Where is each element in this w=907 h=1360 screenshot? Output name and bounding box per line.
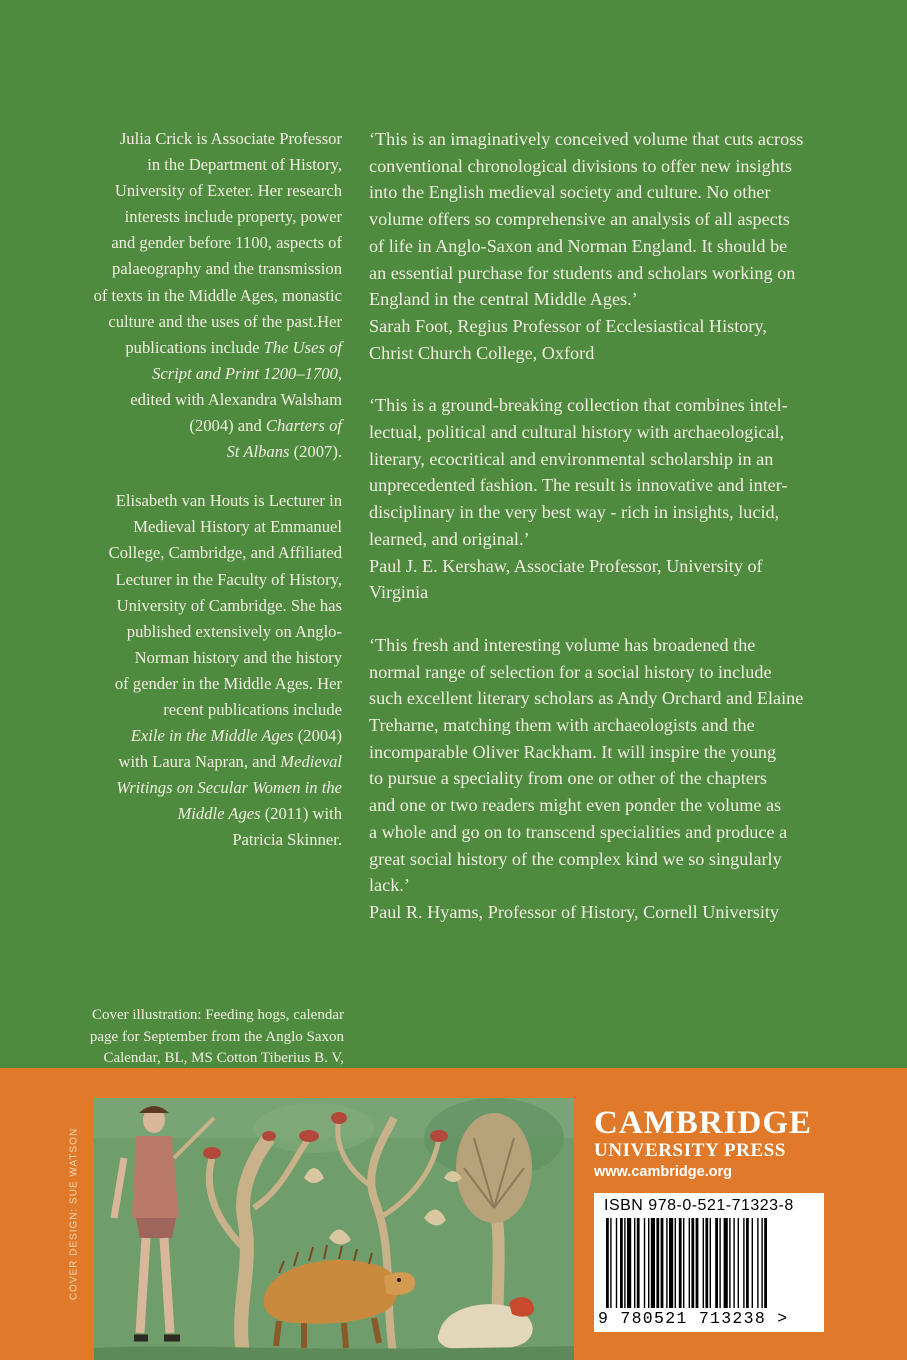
book-title: St Albans [226, 442, 290, 462]
publisher-subtitle: UNIVERSITY PRESS [594, 1140, 787, 1161]
cover-illustration [94, 1098, 574, 1360]
quote-attribution: Paul R. Hyams, Professor of History, Cornell University [369, 901, 780, 922]
quote-text: ‘This fresh and interesting volume has broadened the normal range of selection for a social history to include such excellent literary scholars as Andy Orchard and Elaine Treharne, matching them with archaeologists and the incomparable Oliver Rackham. It will inspire the young to pursue a speciality from one or other of the chapters and one or two readers might even ponder the volume as a whole and go on to transcend specialities and produce a great social history of the complex kind we so singularly lack.’ Paul R. Hyams, Professor of History, Cornell University [369, 634, 804, 922]
quote-text: ‘This is a ground-breaking collection that combines intel- lectual, political and cultural history with archaeological, literary, ecocritical and environmental scholarship in an unprecedented fashion. The result is innovative and inter- disciplinary in the very best way - rich in insights, lucid, learned, and original.’ Paul J. E. Kershaw, Associate Professor, University of Virginia [369, 395, 788, 603]
book-title: The Uses of [263, 337, 342, 357]
isbn-text: ISBN 978-0-521-71323-8 [604, 1197, 794, 1214]
barcode-icon [602, 1218, 816, 1310]
publisher-logo [594, 1106, 824, 1182]
quote-attribution: Paul J. E. Kershaw, Associate Professor, University of [369, 555, 763, 576]
cover-illustration-credit: Cover illustration: Feeding hogs, calendar page for September from the Anglo Saxon Calendar, BL, MS Cotton Tiberius B. V, [89, 1007, 344, 1066]
book-title: Script and Print 1200–1700 [152, 363, 338, 383]
feeding-hogs-illustration [94, 1098, 574, 1360]
review-quote-hyams [369, 632, 849, 926]
quote-attribution: Virginia [369, 582, 429, 603]
book-title: Medieval [280, 752, 342, 772]
book-title: Writings on Secular Women in the [116, 778, 342, 798]
publisher-url: www.cambridge.org [594, 1164, 733, 1180]
bio-elisabeth-van-houts: Elisabeth van Houts is Lecturer in Medieval History at Emmanuel College, Cambridge, and Affiliated Lecturer in the Faculty of History, University of Cambridge. She has published extensively on Anglo- Norman history and the history of gender in the Middle Ages. Her recent publications include Exile in the Middle Ages (2004) with Laura Napran, and Medieval Writings on Secular Women in the Middle Ages (2011) with Patricia Skinner. [108, 491, 342, 850]
review-quote-kershaw [369, 392, 849, 606]
publisher-name: CAMBRIDGE [594, 1105, 813, 1141]
barcode-digits: 9 780521 713238 > [598, 1309, 789, 1328]
quote-text: ‘This is an imaginatively conceived volume that cuts across conventional chronological divisions to offer new insights into the English medieval society and culture. No other volume offers so comprehensive an analysis of all aspects of life in Anglo-Saxon and Norman England. It should be an essential purchase for students and scholars working on England in the central Middle Ages.’ Sarah Foot, Regius Professor of Ecclesiastical History, Christ Church College, Oxford [369, 129, 804, 363]
quote-attribution: Christ Church College, Oxford [369, 342, 595, 363]
review-quotes [369, 126, 849, 952]
book-title: Charters of [265, 416, 342, 436]
cover-design-credit: COVER DESIGN: SUE WATSON [68, 1127, 80, 1301]
review-quote-foot [369, 126, 849, 366]
quote-attribution: Sarah Foot, Regius Professor of Ecclesiastical History, [369, 315, 767, 336]
isbn-barcode [594, 1193, 824, 1332]
bio-julia-crick: Julia Crick is Associate Professor in the Department of History, University of Exeter. Her research interests include property, power and gender before 1100, aspects of palaeography and the transmission of texts in the Middle Ages, monastic culture and the uses of the past.Her publications include The Uses of Script and Print 1200–1700, edited with Alexandra Walsham (2004) and Charters of St Albans (2007). [93, 129, 342, 462]
book-title: Middle Ages [177, 804, 261, 824]
author-bios [60, 126, 342, 854]
book-title: Exile in the Middle Ages [130, 726, 294, 746]
